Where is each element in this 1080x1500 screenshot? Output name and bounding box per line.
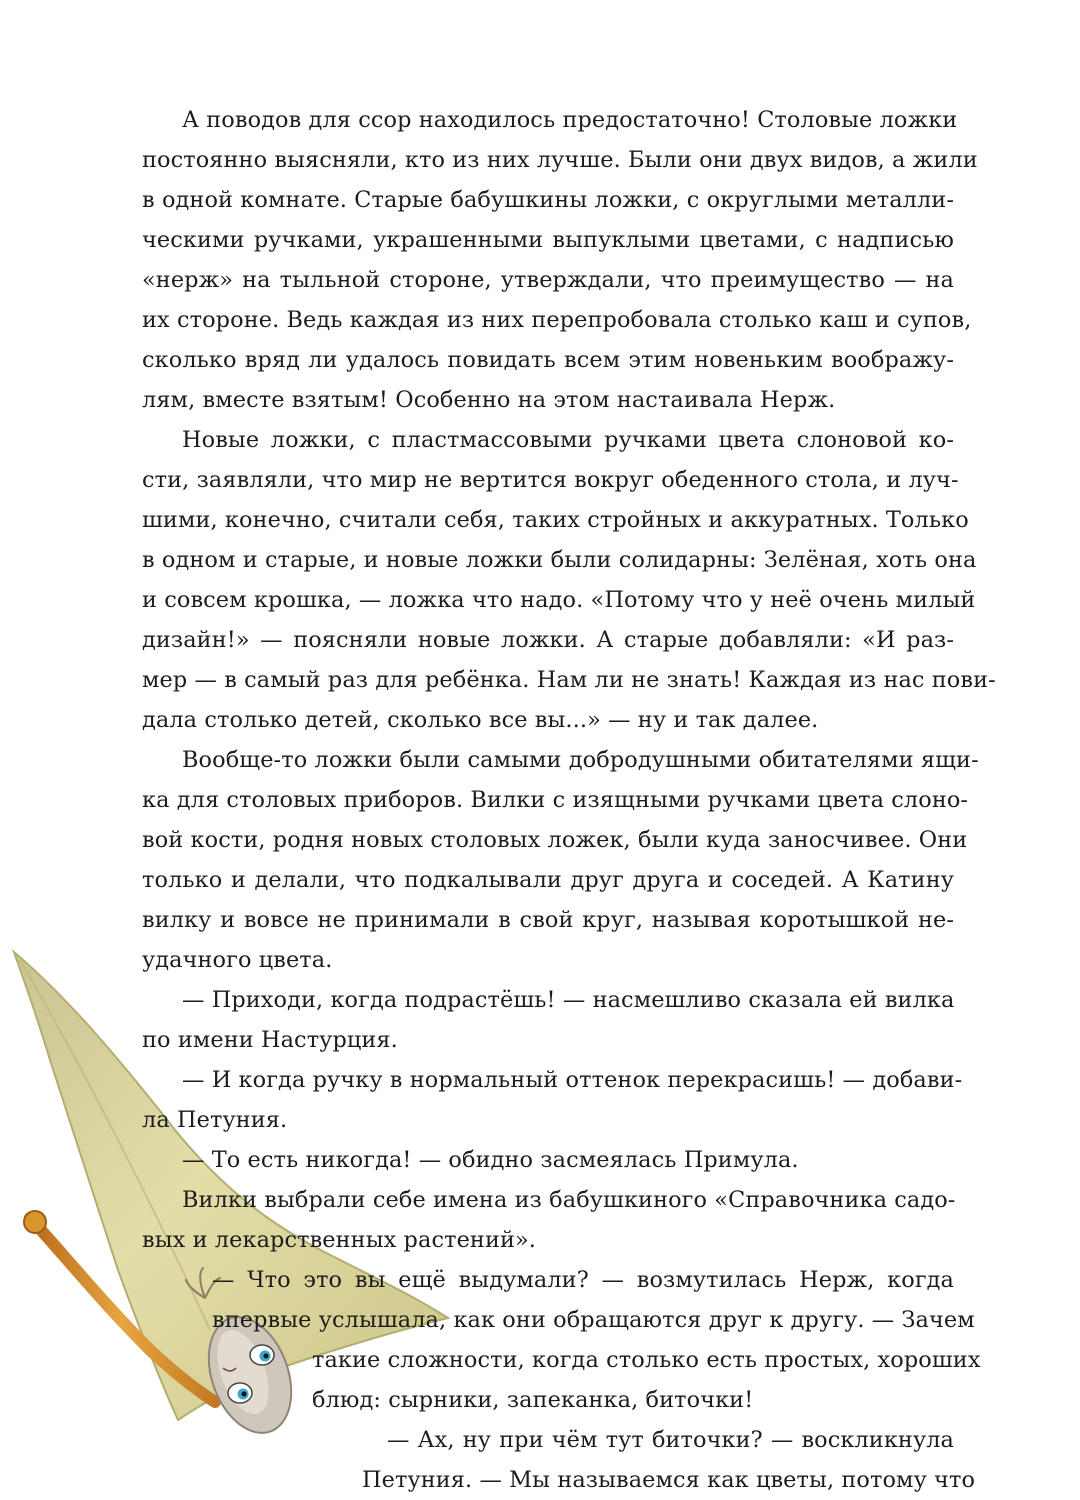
text-line: дизайн!» — поясняли новые ложки. А старые добавляли: «И раз-	[142, 627, 954, 653]
dialogue-line: по имени Настурция.	[142, 1027, 398, 1053]
text-line: Вилки выбрали себе имена из бабушкиного «Справочника садо-	[182, 1187, 956, 1213]
text-line: только и делали, что подкалывали друг друга и соседей. А Катину	[142, 867, 954, 893]
dialogue-line: — Ах, ну при чём тут биточки? — воскликнула	[387, 1427, 954, 1453]
text-line: сколько вряд ли удалось повидать всем этим новеньким воображу-	[142, 347, 954, 373]
text-line: ка для столовых приборов. Вилки с изящными ручками цвета слоно-	[142, 787, 969, 813]
text-line: лям, вместе взятым! Особенно на этом настаивала Нерж.	[142, 387, 836, 413]
text-line: шими, конечно, считали себя, таких стройных и аккуратных. Только	[142, 507, 969, 533]
text-line: вой кости, родня новых столовых ложек, были куда заносчивее. Они	[142, 827, 968, 853]
spoon-handle-knob	[24, 1211, 46, 1233]
text-line: в одной комнате. Старые бабушкины ложки, с округлыми металли-	[142, 187, 954, 213]
text-line: их стороне. Ведь каждая из них перепробовала столько каш и супов,	[142, 307, 972, 333]
text-line: в одном и старые, и новые ложки были солидарны: Зелёная, хоть она	[142, 547, 977, 573]
text-line: вилку и вовсе не принимали в свой круг, называя коротышкой не-	[142, 907, 954, 933]
dialogue-line: Петуния. — Мы называемся как цветы, потому что	[362, 1467, 976, 1493]
text-line: Новые ложки, с пластмассовыми ручками цвета слоновой ко-	[182, 427, 954, 453]
text-line: Вообще-то ложки были самыми добродушными обитателями ящи-	[182, 747, 979, 773]
text-line: ческими ручками, украшенными выпуклыми цветами, с надписью	[142, 227, 954, 253]
dialogue-line: такие сложности, когда столько есть простых, хороших	[312, 1347, 981, 1373]
dialogue-line: — Приходи, когда подрастёшь! — насмешливо сказала ей вилка	[182, 987, 955, 1013]
dialogue-line: ла Петуния.	[142, 1107, 288, 1133]
text-line: дала столько детей, сколько все вы...» — ну и так далее.	[142, 707, 819, 733]
text-line: сти, заявляли, что мир не вертится вокруг обеденного стола, и луч-	[142, 467, 959, 493]
dialogue-line: — И когда ручку в нормальный оттенок перекрасишь! — добави-	[182, 1067, 963, 1093]
dialogue-line: — Что это вы ещё выдумали? — возмутилась Нерж, когда	[212, 1267, 954, 1293]
dialogue-line: — То есть никогда! — обидно засмеялась Примула.	[182, 1147, 799, 1173]
text-line: мер — в самый раз для ребёнка. Нам ли не знать! Каждая из нас пови-	[142, 667, 996, 693]
text-line: и совсем крошка, — ложка что надо. «Потому что у неё очень милый	[142, 587, 976, 613]
text-line: вых и лекарственных растений».	[142, 1227, 537, 1253]
dialogue-line: блюд: сырники, запеканка, биточки!	[312, 1387, 754, 1413]
dialogue-line: впервые услышала, как они обращаются друг к другу. — Зачем	[212, 1307, 975, 1333]
text-line: А поводов для ссор находилось предостаточно! Столовые ложки	[182, 107, 958, 133]
text-line: удачного цвета.	[142, 947, 333, 973]
text-line: постоянно выясняли, кто из них лучше. Были они двух видов, а жили	[142, 147, 978, 173]
text-line: «нерж» на тыльной стороне, утверждали, что преимущество — на	[142, 267, 954, 293]
